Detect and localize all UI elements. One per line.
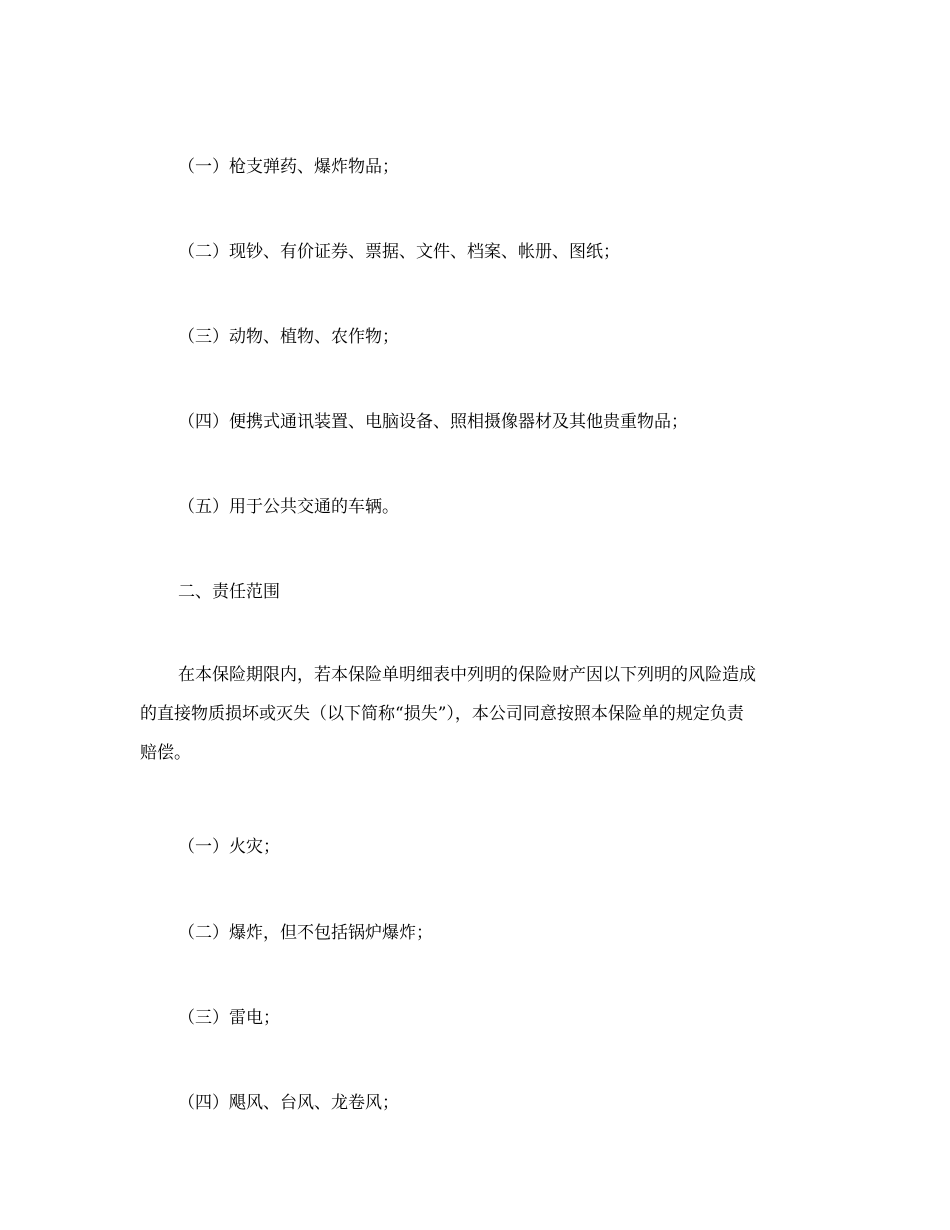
exclusion-item-4: （四）便携式通讯装置、电脑设备、照相摄像器材及其他贵重物品； [178, 412, 688, 432]
risk-item-3: （三）雷电； [178, 1008, 280, 1028]
risk-item-4: （四）飓风、台风、龙卷风； [178, 1093, 399, 1113]
exclusion-item-3: （三）动物、植物、农作物； [178, 327, 399, 347]
coverage-paragraph [140, 656, 820, 773]
risk-item-1: （一）火灾； [178, 837, 280, 857]
exclusion-item-1: （一）枪支弹药、爆炸物品； [178, 157, 399, 177]
paragraph-line-1: 在本保险期限内，若本保险单明细表中列明的保险财产因以下列明的风险造成 [178, 665, 756, 685]
exclusion-item-2: （二）现钞、有价证券、票据、文件、档案、帐册、图纸； [178, 242, 620, 262]
exclusion-item-5: （五）用于公共交通的车辆。 [178, 497, 399, 517]
risk-item-2: （二）爆炸，但不包括锅炉爆炸； [178, 923, 433, 943]
paragraph-line-3: 赔偿。 [140, 743, 191, 763]
section-heading: 二、责任范围 [178, 582, 280, 602]
paragraph-line-2: 的直接物质损坏或灭失（以下简称“损失”），本公司同意按照本保险单的规定负责 [140, 704, 744, 724]
